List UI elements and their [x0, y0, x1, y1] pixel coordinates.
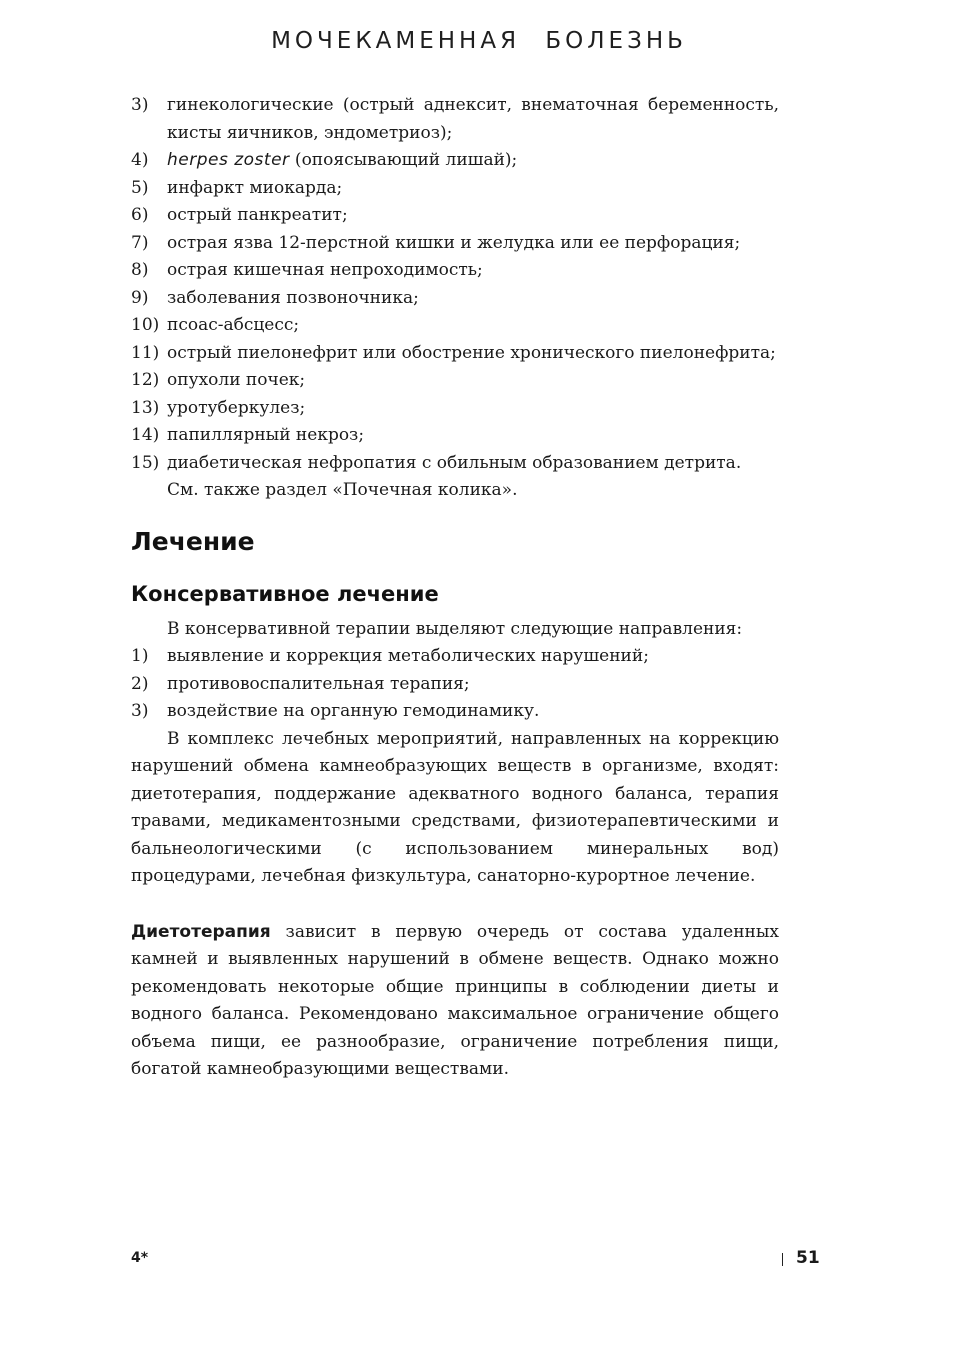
- list-text: опухоли почек;: [167, 370, 306, 390]
- list-text: острая кишечная непроходимость;: [167, 260, 483, 280]
- list-item: [131, 698, 779, 726]
- list-text: диабетическая нефропатия с обильным образованием детрита.: [167, 452, 742, 473]
- list-text: псоас-абсцесс;: [167, 315, 300, 335]
- list-number: 4): [131, 150, 149, 170]
- list-number: 14): [131, 425, 160, 445]
- list-item: [131, 671, 779, 699]
- list-number: 5): [131, 177, 149, 198]
- list-item: [131, 230, 779, 258]
- list-number: 11): [131, 342, 160, 363]
- list-item: [131, 312, 779, 340]
- list-text: заболевания позвоночника;: [167, 287, 419, 308]
- see-also-note: См. также раздел «Почечная колика».: [167, 480, 518, 500]
- page-content: [131, 92, 779, 1084]
- list-text: воздействие на органную гемодинамику.: [167, 701, 540, 721]
- list-number: 12): [131, 370, 160, 390]
- list-item: [131, 422, 779, 450]
- list-text: инфаркт миокарда;: [167, 177, 343, 198]
- latin-term: herpes zoster: [167, 150, 290, 170]
- intro-paragraph: В консервативной терапии выделяют следующие направления:: [167, 618, 743, 639]
- list-item: [131, 643, 779, 671]
- list-number: 1): [131, 646, 149, 666]
- list-item: [131, 450, 779, 478]
- complex-paragraph: В комплекс лечебных мероприятий, направленных на коррекцию нарушений обмена камнеобразующих веществ в организме, входят: диетотерапия, поддержание адекватного водного баланса, терапия травами, медикаментозными средствами, физиотерапевтическими и бальнеологическими (с использованием минеральных вод) процедурами, лечебная физкультура, санаторно-курортное лечение.: [131, 728, 779, 886]
- list-number: 13): [131, 397, 160, 418]
- list-text-rest: (опоясывающий лишай);: [289, 150, 518, 170]
- list-text: острый панкреатит;: [167, 205, 348, 225]
- list-number: 9): [131, 287, 149, 308]
- list-item: [131, 340, 779, 368]
- list-number: 7): [131, 232, 149, 253]
- list-text: уротуберкулез;: [167, 397, 306, 418]
- diet-term: Диетотерапия: [131, 921, 271, 942]
- list-text: папиллярный некроз;: [167, 425, 365, 445]
- list-item: [131, 257, 779, 285]
- list-item: [131, 202, 779, 230]
- running-header: МОЧЕКАМЕННАЯ БОЛЕЗНЬ: [271, 28, 687, 54]
- list-text: выявление и коррекция метаболических нарушений;: [167, 646, 649, 666]
- signature-mark: 4*: [131, 1250, 149, 1266]
- list-item: [131, 367, 779, 395]
- page-number: 51: [796, 1248, 820, 1268]
- footer-divider: [782, 1253, 783, 1266]
- list-number: 10): [131, 315, 160, 335]
- subsection-title: Консервативное лечение: [131, 581, 439, 606]
- list-number: 8): [131, 260, 149, 280]
- list-number: 2): [131, 673, 149, 694]
- list-text: гинекологические (острый аднексит, внематочная беременность, кисты яичников, эндометриоз);: [167, 95, 779, 143]
- list-text: [167, 147, 779, 175]
- list-number: 3): [131, 95, 149, 115]
- list-text: противовоспалительная терапия;: [167, 673, 470, 694]
- list-item: [131, 147, 779, 175]
- diet-paragraph: [131, 919, 779, 1084]
- list-number: 6): [131, 205, 149, 225]
- list-item: [131, 395, 779, 423]
- list-number: 3): [131, 701, 149, 721]
- list-text: острая язва 12-перстной кишки и желудка или ее перфорация;: [167, 232, 741, 253]
- list-item: [131, 285, 779, 313]
- list-text: острый пиелонефрит или обострение хронического пиелонефрита;: [167, 342, 776, 363]
- list-item: [131, 175, 779, 203]
- section-title: Лечение: [131, 526, 255, 556]
- list-number: 15): [131, 452, 160, 473]
- list-item: [131, 92, 779, 147]
- diet-text: зависит в первую очередь от состава удаленных камней и выявленных нарушений в обмене веществ. Однако можно рекомендовать некоторые общие принципы в соблюдении диеты и водного баланса. Рекомендовано максимальное ограничение общего объема пищи, ее разнообразие, ограничение потребления пищи, богатой камнеобразующими веществами.: [131, 921, 779, 1079]
